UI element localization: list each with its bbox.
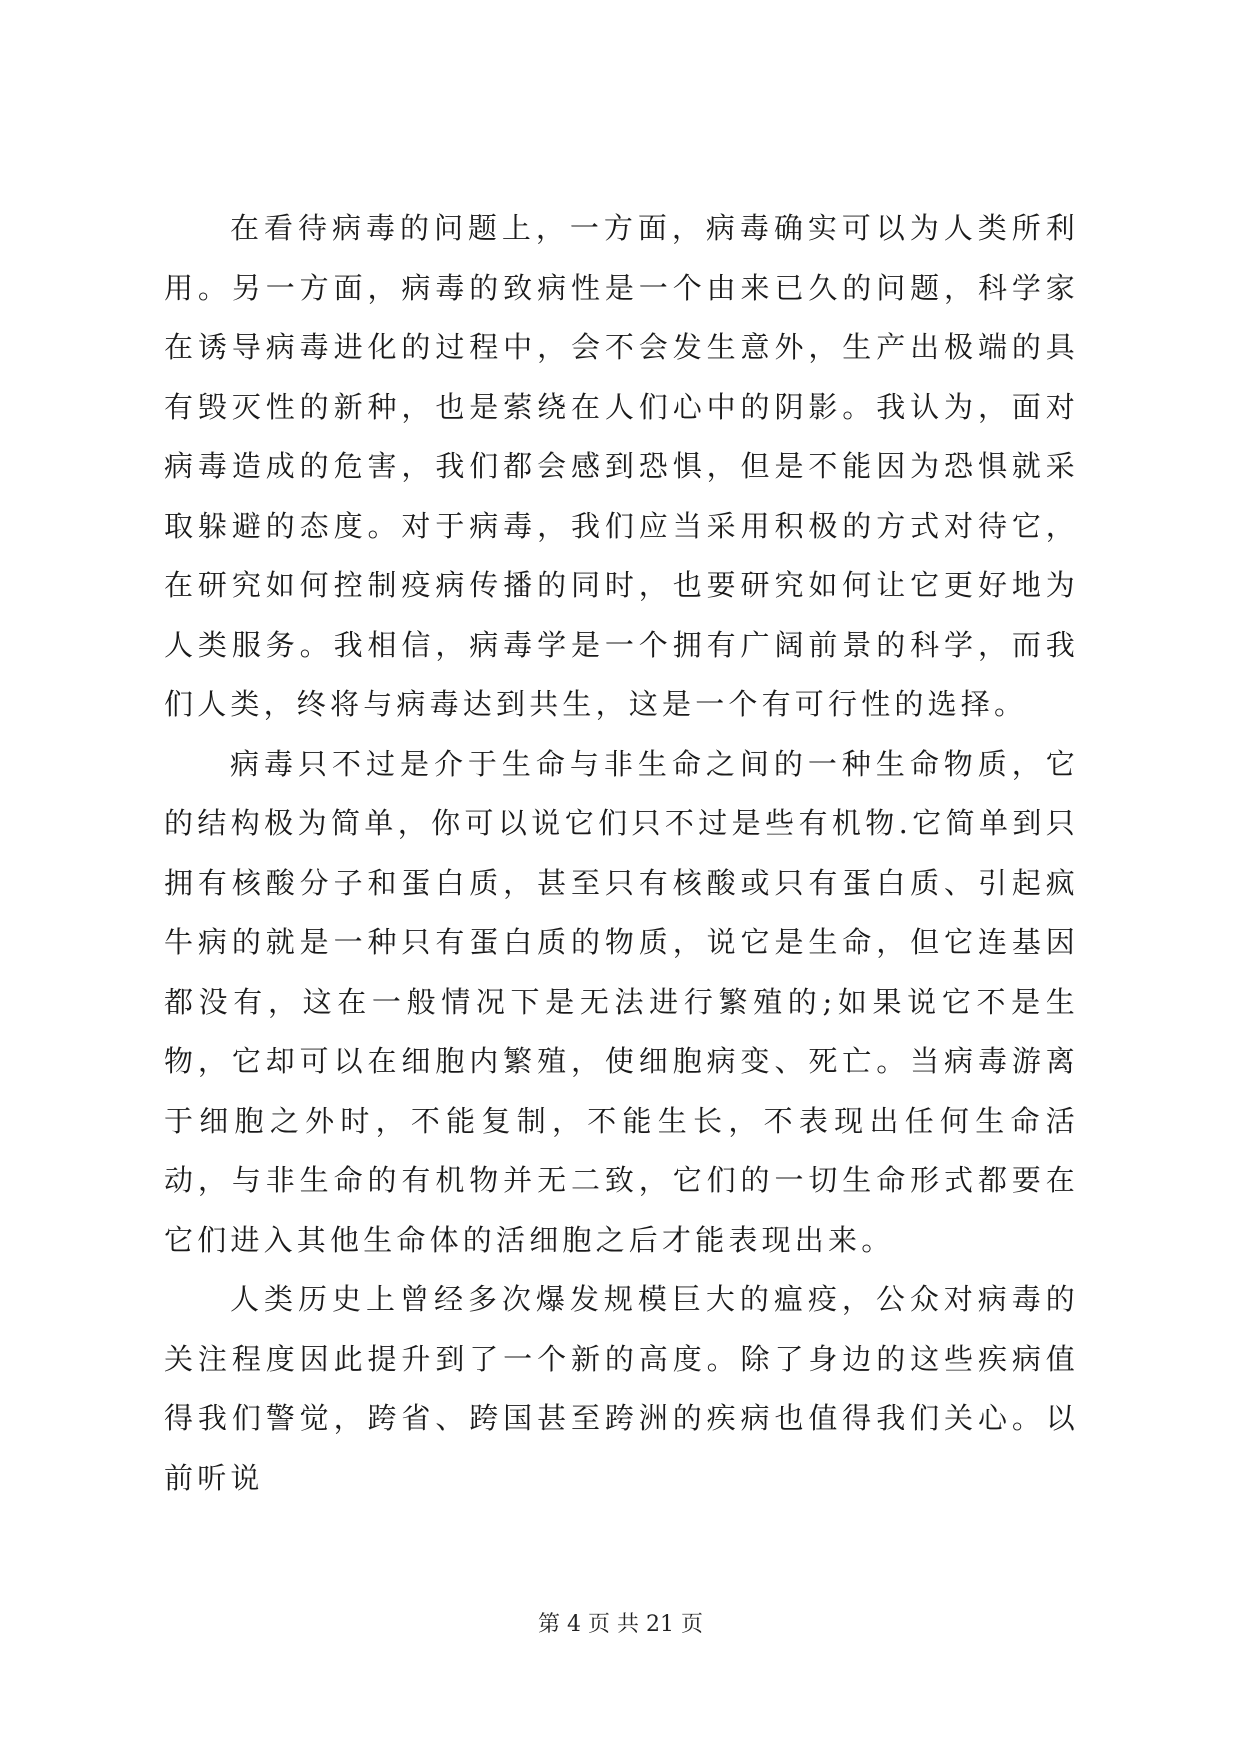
document-body bbox=[164, 199, 1079, 1508]
paragraph-1: 在看待病毒的问题上，一方面，病毒确实可以为人类所利用。另一方面，病毒的致病性是一个由来已久的问题，科学家在诱导病毒进化的过程中，会不会发生意外，生产出极端的具有毁灭性的新种，也是萦绕在人们心中的阴影。我认为，面对病毒造成的危害，我们都会感到恐惧，但是不能因为恐惧就采取躲避的态度。对于病毒，我们应当采用积极的方式对待它，在研究如何控制疫病传播的同时，也要研究如何让它更好地为人类服务。我相信，病毒学是一个拥有广阔前景的科学，而我们人类，终将与病毒达到共生，这是一个有可行性的选择。 bbox=[164, 211, 1079, 721]
paragraph-2: 病毒只不过是介于生命与非生命之间的一种生命物质，它的结构极为简单，你可以说它们只不过是些有机物.它简单到只拥有核酸分子和蛋白质，甚至只有核酸或只有蛋白质、引起疯牛病的就是一种只有蛋白质的物质，说它是生命，但它连基因都没有，这在一般情况下是无法进行繁殖的;如果说它不是生物，它却可以在细胞内繁殖，使细胞病变、死亡。当病毒游离于细胞之外时，不能复制，不能生长，不表现出任何生命活动，与非生命的有机物并无二致，它们的一切生命形式都要在它们进入其他生命体的活细胞之后才能表现出来。 bbox=[164, 746, 1079, 1257]
page-number-footer: 第 4 页 共 21 页 bbox=[538, 1612, 703, 1637]
paragraph-3: 人类历史上曾经多次爆发规模巨大的瘟疫，公众对病毒的关注程度因此提升到了一个新的高度。除了身边的这些疾病值得我们警觉，跨省、跨国甚至跨洲的疾病也值得我们关心。以前听说 bbox=[164, 1282, 1079, 1495]
